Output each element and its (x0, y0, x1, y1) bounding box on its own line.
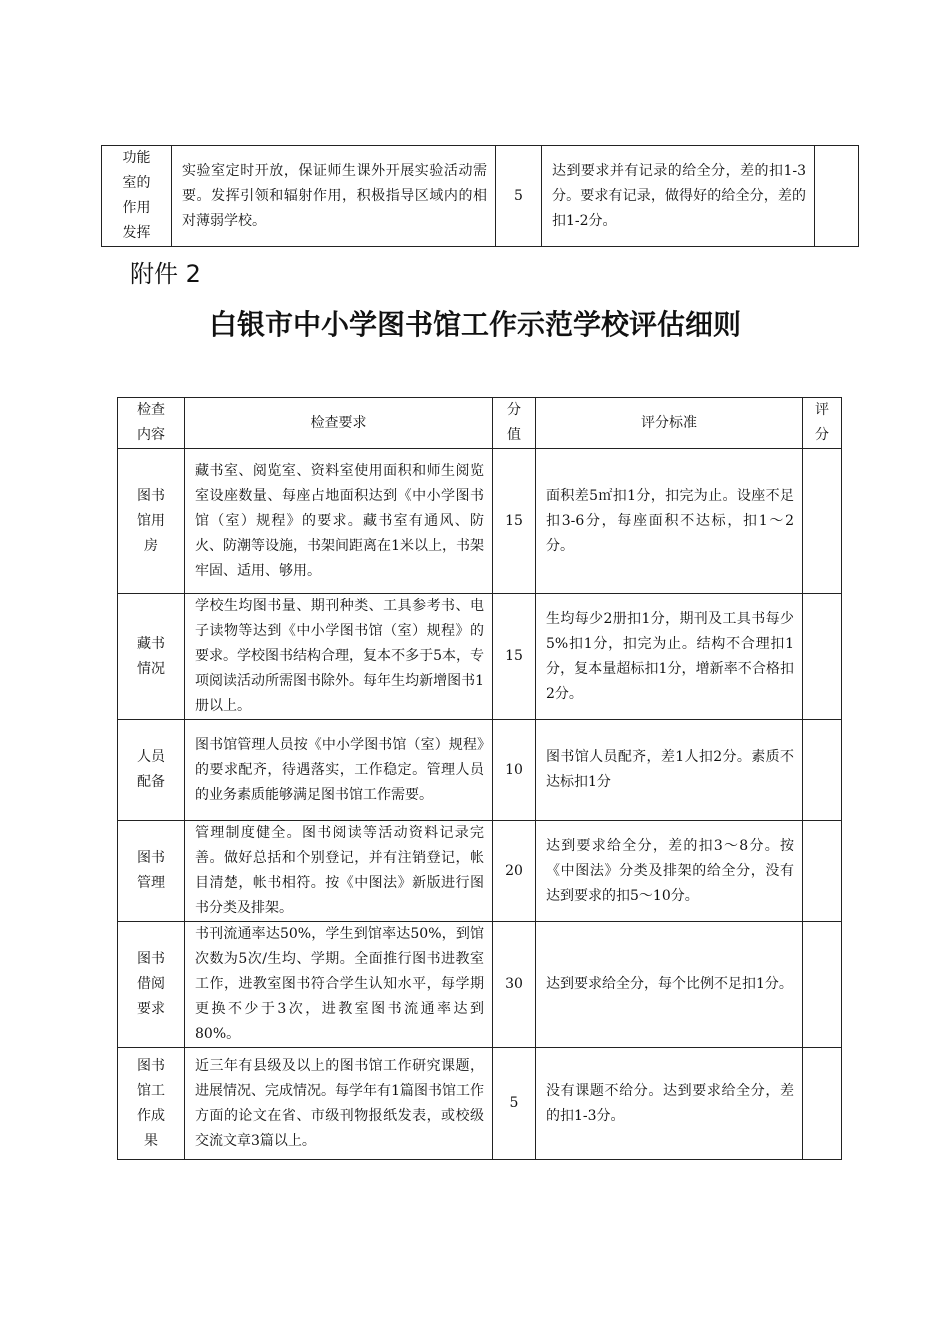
grade-cell (803, 922, 842, 1048)
header-row (118, 398, 842, 449)
requirement-cell: 实验室定时开放，保证师生课外开展实验活动需要。发挥引领和辐射作用，积极指导区域内的相对薄弱学校。 (172, 146, 496, 247)
item-cell: 图书管理 (118, 821, 185, 922)
standard-cell: 没有课题不给分。达到要求给全分，差的扣1-3分。 (536, 1048, 803, 1160)
score-cell: 10 (493, 720, 536, 821)
standard-cell: 生均每少2册扣1分，期刊及工具书每少5%扣1分，扣完为止。结构不合理扣1分，复本量超标扣1分，增新率不合格扣2分。 (536, 594, 803, 720)
previous-page-table-fragment (101, 145, 859, 247)
table-row (118, 821, 842, 922)
score-cell: 5 (493, 1048, 536, 1160)
requirement-cell: 书刊流通率达50%，学生到馆率达50%，到馆次数为5次/生均、学期。全面推行图书进教室工作，进教室图书符合学生认知水平，每学期更换不少于3次，进教室图书流通率达到80%。 (185, 922, 493, 1048)
score-cell: 30 (493, 922, 536, 1048)
header-standard: 评分标准 (536, 398, 803, 449)
annex-label: 附件 2 (130, 260, 201, 288)
table-row (118, 1048, 842, 1160)
grade-cell (803, 720, 842, 821)
score-cell: 20 (493, 821, 536, 922)
evaluation-table (117, 397, 842, 1160)
standard-cell: 达到要求给全分，差的扣3～8分。按《中图法》分类及排架的给全分，没有达到要求的扣5～10分。 (536, 821, 803, 922)
standard-cell: 图书馆人员配齐，差1人扣2分。素质不达标扣1分 (536, 720, 803, 821)
item-cell: 图书馆工作成果 (118, 1048, 185, 1160)
table-row (118, 594, 842, 720)
table-row (118, 449, 842, 594)
requirement-cell: 藏书室、阅览室、资料室使用面积和师生阅览室设座数量、每座占地面积达到《中小学图书馆（室）规程》的要求。藏书室有通风、防火、防潮等设施，书架间距离在1米以上，书架牢固、适用、够用。 (185, 449, 493, 594)
grade-cell (803, 594, 842, 720)
document-title: 白银市中小学图书馆工作示范学校评估细则 (208, 308, 741, 341)
item-label: 功能室的作用发挥 (122, 150, 151, 241)
item-cell (102, 146, 172, 247)
requirement-cell: 图书馆管理人员按《中小学图书馆（室）规程》的要求配齐，待遇落实，工作稳定。管理人员的业务素质能够满足图书馆工作需要。 (185, 720, 493, 821)
standard-cell: 达到要求给全分，每个比例不足扣1分。 (536, 922, 803, 1048)
table-row (102, 146, 859, 247)
requirement-cell: 管理制度健全。图书阅读等活动资料记录完善。做好总括和个别登记，并有注销登记，帐目清楚，帐书相符。按《中图法》新版进行图书分类及排架。 (185, 821, 493, 922)
standard-cell: 面积差5㎡扣1分，扣完为止。设座不足扣3-6分，每座面积不达标，扣1～2分。 (536, 449, 803, 594)
score-cell: 15 (493, 449, 536, 594)
header-requirement: 检查要求 (185, 398, 493, 449)
item-cell: 藏书情况 (118, 594, 185, 720)
score-cell: 15 (493, 594, 536, 720)
item-cell: 图书馆用房 (118, 449, 185, 594)
item-cell: 人员配备 (118, 720, 185, 821)
header-score: 分值 (493, 398, 536, 449)
header-item: 检查内容 (118, 398, 185, 449)
score-cell: 5 (496, 146, 542, 247)
table-row (118, 922, 842, 1048)
table-row (118, 720, 842, 821)
requirement-cell: 近三年有县级及以上的图书馆工作研究课题，进展情况、完成情况。每学年有1篇图书馆工作方面的论文在省、市级刊物报纸发表，或校级交流文章3篇以上。 (185, 1048, 493, 1160)
grade-cell (803, 821, 842, 922)
header-grade: 评分 (803, 398, 842, 449)
requirement-cell: 学校生均图书量、期刊种类、工具参考书、电子读物等达到《中小学图书馆（室）规程》的要求。学校图书结构合理，复本不多于5本，专项阅读活动所需图书除外。每年生均新增图书1册以上。 (185, 594, 493, 720)
grade-cell (803, 1048, 842, 1160)
grade-cell (803, 449, 842, 594)
standard-cell: 达到要求并有记录的给全分，差的扣1-3分。要求有记录，做得好的给全分，差的扣1-2分。 (542, 146, 815, 247)
item-cell: 图书借阅要求 (118, 922, 185, 1048)
grade-cell (815, 146, 859, 247)
